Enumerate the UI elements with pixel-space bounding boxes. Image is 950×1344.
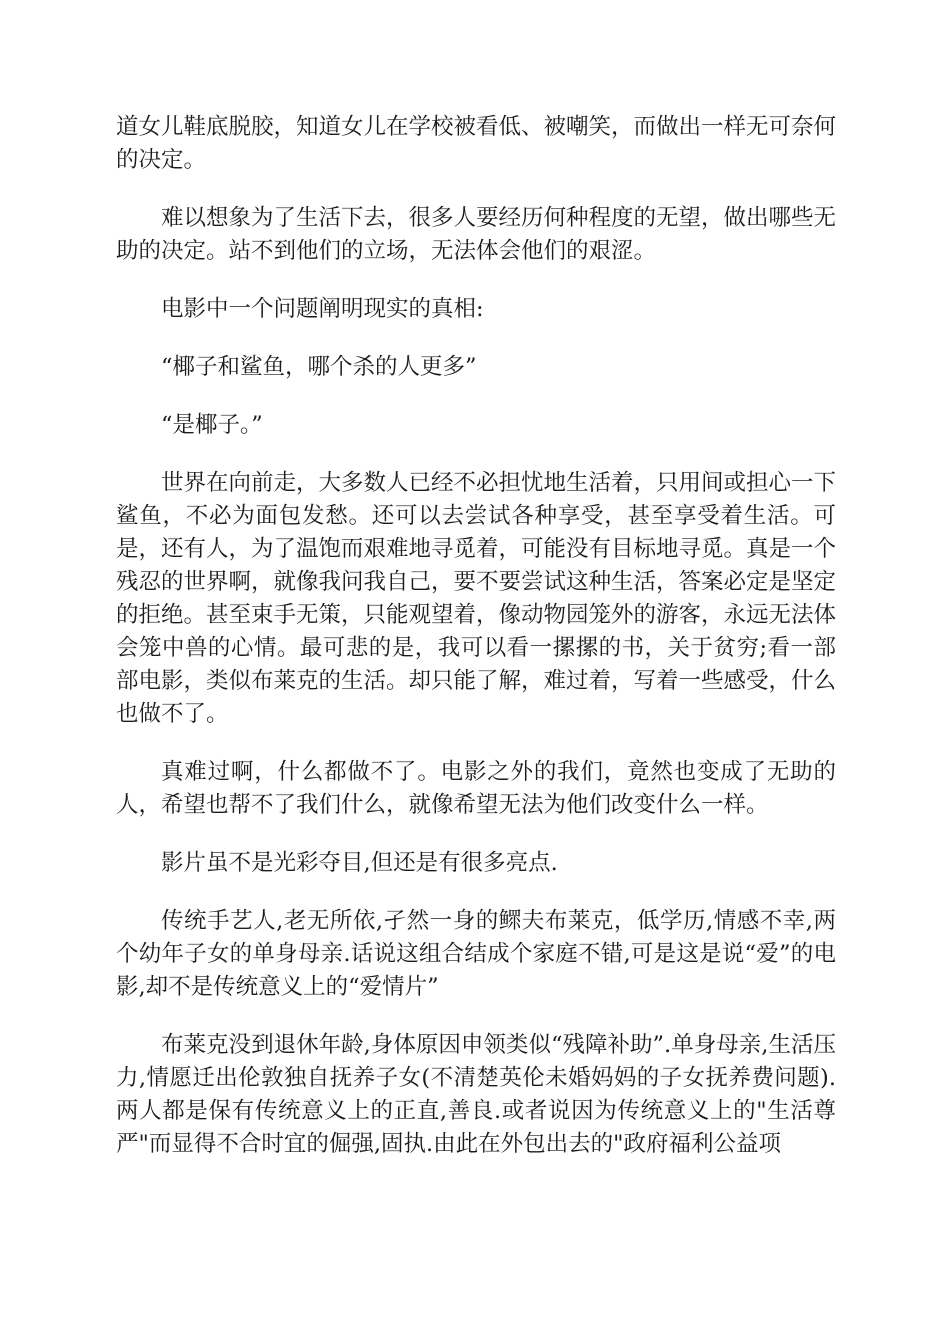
paragraph-continuation: 道女儿鞋底脱胶，知道女儿在学校被看低、被嘲笑，而做出一样无可奈何的决定。	[116, 114, 837, 173]
quote-line: “椰子和鲨鱼，哪个杀的人更多”	[161, 354, 477, 380]
paragraph: 难以想象为了生活下去，很多人要经历何种程度的无望，做出哪些无助的决定。站不到他们的立场，无法体会他们的艰涩。	[116, 205, 837, 264]
quote-line: “是椰子。”	[161, 412, 263, 438]
paragraph: 传统手艺人,老无所依,孑然一身的鳏夫布莱克，低学历,情感不幸,两个幼年子女的单身母亲.话说这组合结成个家庭不错,可是这是说“爱”的电影,却不是传统意义上的“爱情片”	[116, 908, 836, 1000]
paragraph: 世界在向前走，大多数人已经不必担忧地生活着，只用间或担心一下鲨鱼，不必为面包发愁。还可以去尝试各种享受，甚至享受着生活。可是，还有人，为了温饱而艰难地寻觅着，可能没有目标地寻觅。真是一个残忍的世界啊，就像我问我自己，要不要尝试这种生活，答案必定是坚定的拒绝。甚至束手无策，只能观望着，像动物园笼外的游客，永远无法体会笼中兽的心情。最可悲的是，我可以看一摞摞的书，关于贫穷;看一部部电影，类似布莱克的生活。却只能了解，难过着，写着一些感受，什么也做不了。	[116, 470, 837, 727]
paragraph: 影片虽不是光彩夺目,但还是有很多亮点.	[161, 850, 558, 876]
paragraph: 真难过啊，什么都做不了。电影之外的我们，竟然也变成了无助的人，希望也帮不了我们什么，就像希望无法为他们改变什么一样。	[116, 759, 836, 818]
paragraph: 布莱克没到退休年龄,身体原因申领类似“残障补助”.单身母亲,生活压力,情愿迁出伦敦独自抚养子女(不清楚英伦未婚妈妈的子女抚养费问题).两人都是保有传统意义上的正直,善良.或者说因为传统意义上的"生活尊严"而显得不合时宜的倔强,固执.由此在外包出去的"政府福利公益项	[116, 1032, 836, 1157]
document-body	[116, 111, 836, 1186]
paragraph: 电影中一个问题阐明现实的真相:	[161, 296, 484, 322]
